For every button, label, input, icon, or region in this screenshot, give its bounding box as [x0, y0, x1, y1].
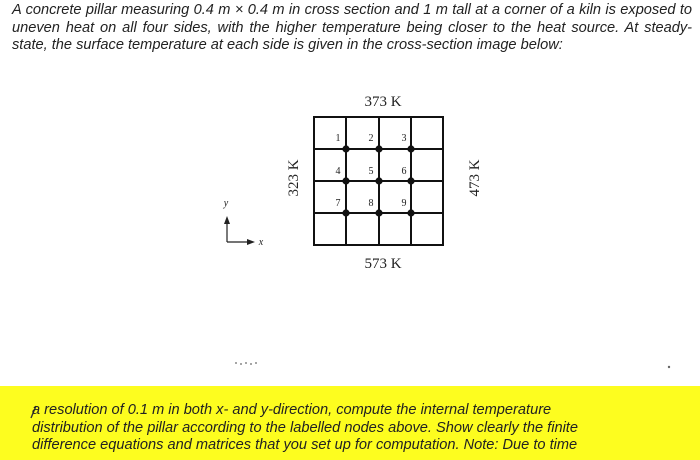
node-label-6: 6: [401, 166, 407, 177]
node-dot-3: [407, 145, 414, 152]
speck-1: [235, 362, 237, 364]
task-instructions: a resolution of 0.1 m in both x- and y-direction, compute the internal temperature distribution of the pillar according to the labelled nodes above. Show clearly the finite difference equations and matrices that you set up for computation. Note: Due to time: [32, 402, 578, 453]
node-dot-1: [342, 145, 349, 152]
problem-statement: A concrete pillar measuring 0.4 m × 0.4 m in cross section and 1 m tall at a corner of a kiln is exposed to uneven heat on all four sides, with the higher temperature being closer to the heat source. At steady-state, the surface temperature at each side is given in the cross-section image below:: [12, 2, 692, 54]
top-temperature-label: 373 K: [364, 94, 402, 110]
x-axis-label: x: [258, 237, 264, 248]
right-temperature-label: 473 K: [467, 159, 483, 197]
speck-5: [255, 362, 257, 364]
speck-2: [240, 363, 242, 365]
y-axis-label: y: [223, 198, 229, 209]
node-dot-6: [407, 177, 414, 184]
node-label-3: 3: [401, 133, 407, 144]
node-label-8: 8: [368, 198, 374, 209]
node-label-2: 2: [368, 133, 374, 144]
speck-4: [250, 363, 252, 365]
y-arrowhead: [224, 216, 230, 224]
bottom-temperature-label: 573 K: [364, 256, 402, 272]
node-dot-9: [407, 209, 414, 216]
node-label-7: 7: [335, 198, 341, 209]
coordinate-axes: [223, 198, 264, 248]
node-dot-7: [342, 209, 349, 216]
node-label-4: 4: [335, 166, 341, 177]
node-dot-4: [342, 177, 349, 184]
node-dot-8: [375, 209, 382, 216]
node-dot-5: [375, 177, 382, 184]
speck-6: [668, 366, 670, 368]
node-label-9: 9: [401, 198, 407, 209]
x-arrowhead: [247, 239, 255, 245]
scan-specks: [235, 362, 670, 368]
speck-3: [245, 362, 247, 364]
node-label-5: 5: [368, 166, 374, 177]
left-temperature-label: 323 K: [286, 159, 302, 197]
node-dot-2: [375, 145, 382, 152]
node-label-1: 1: [335, 133, 341, 144]
